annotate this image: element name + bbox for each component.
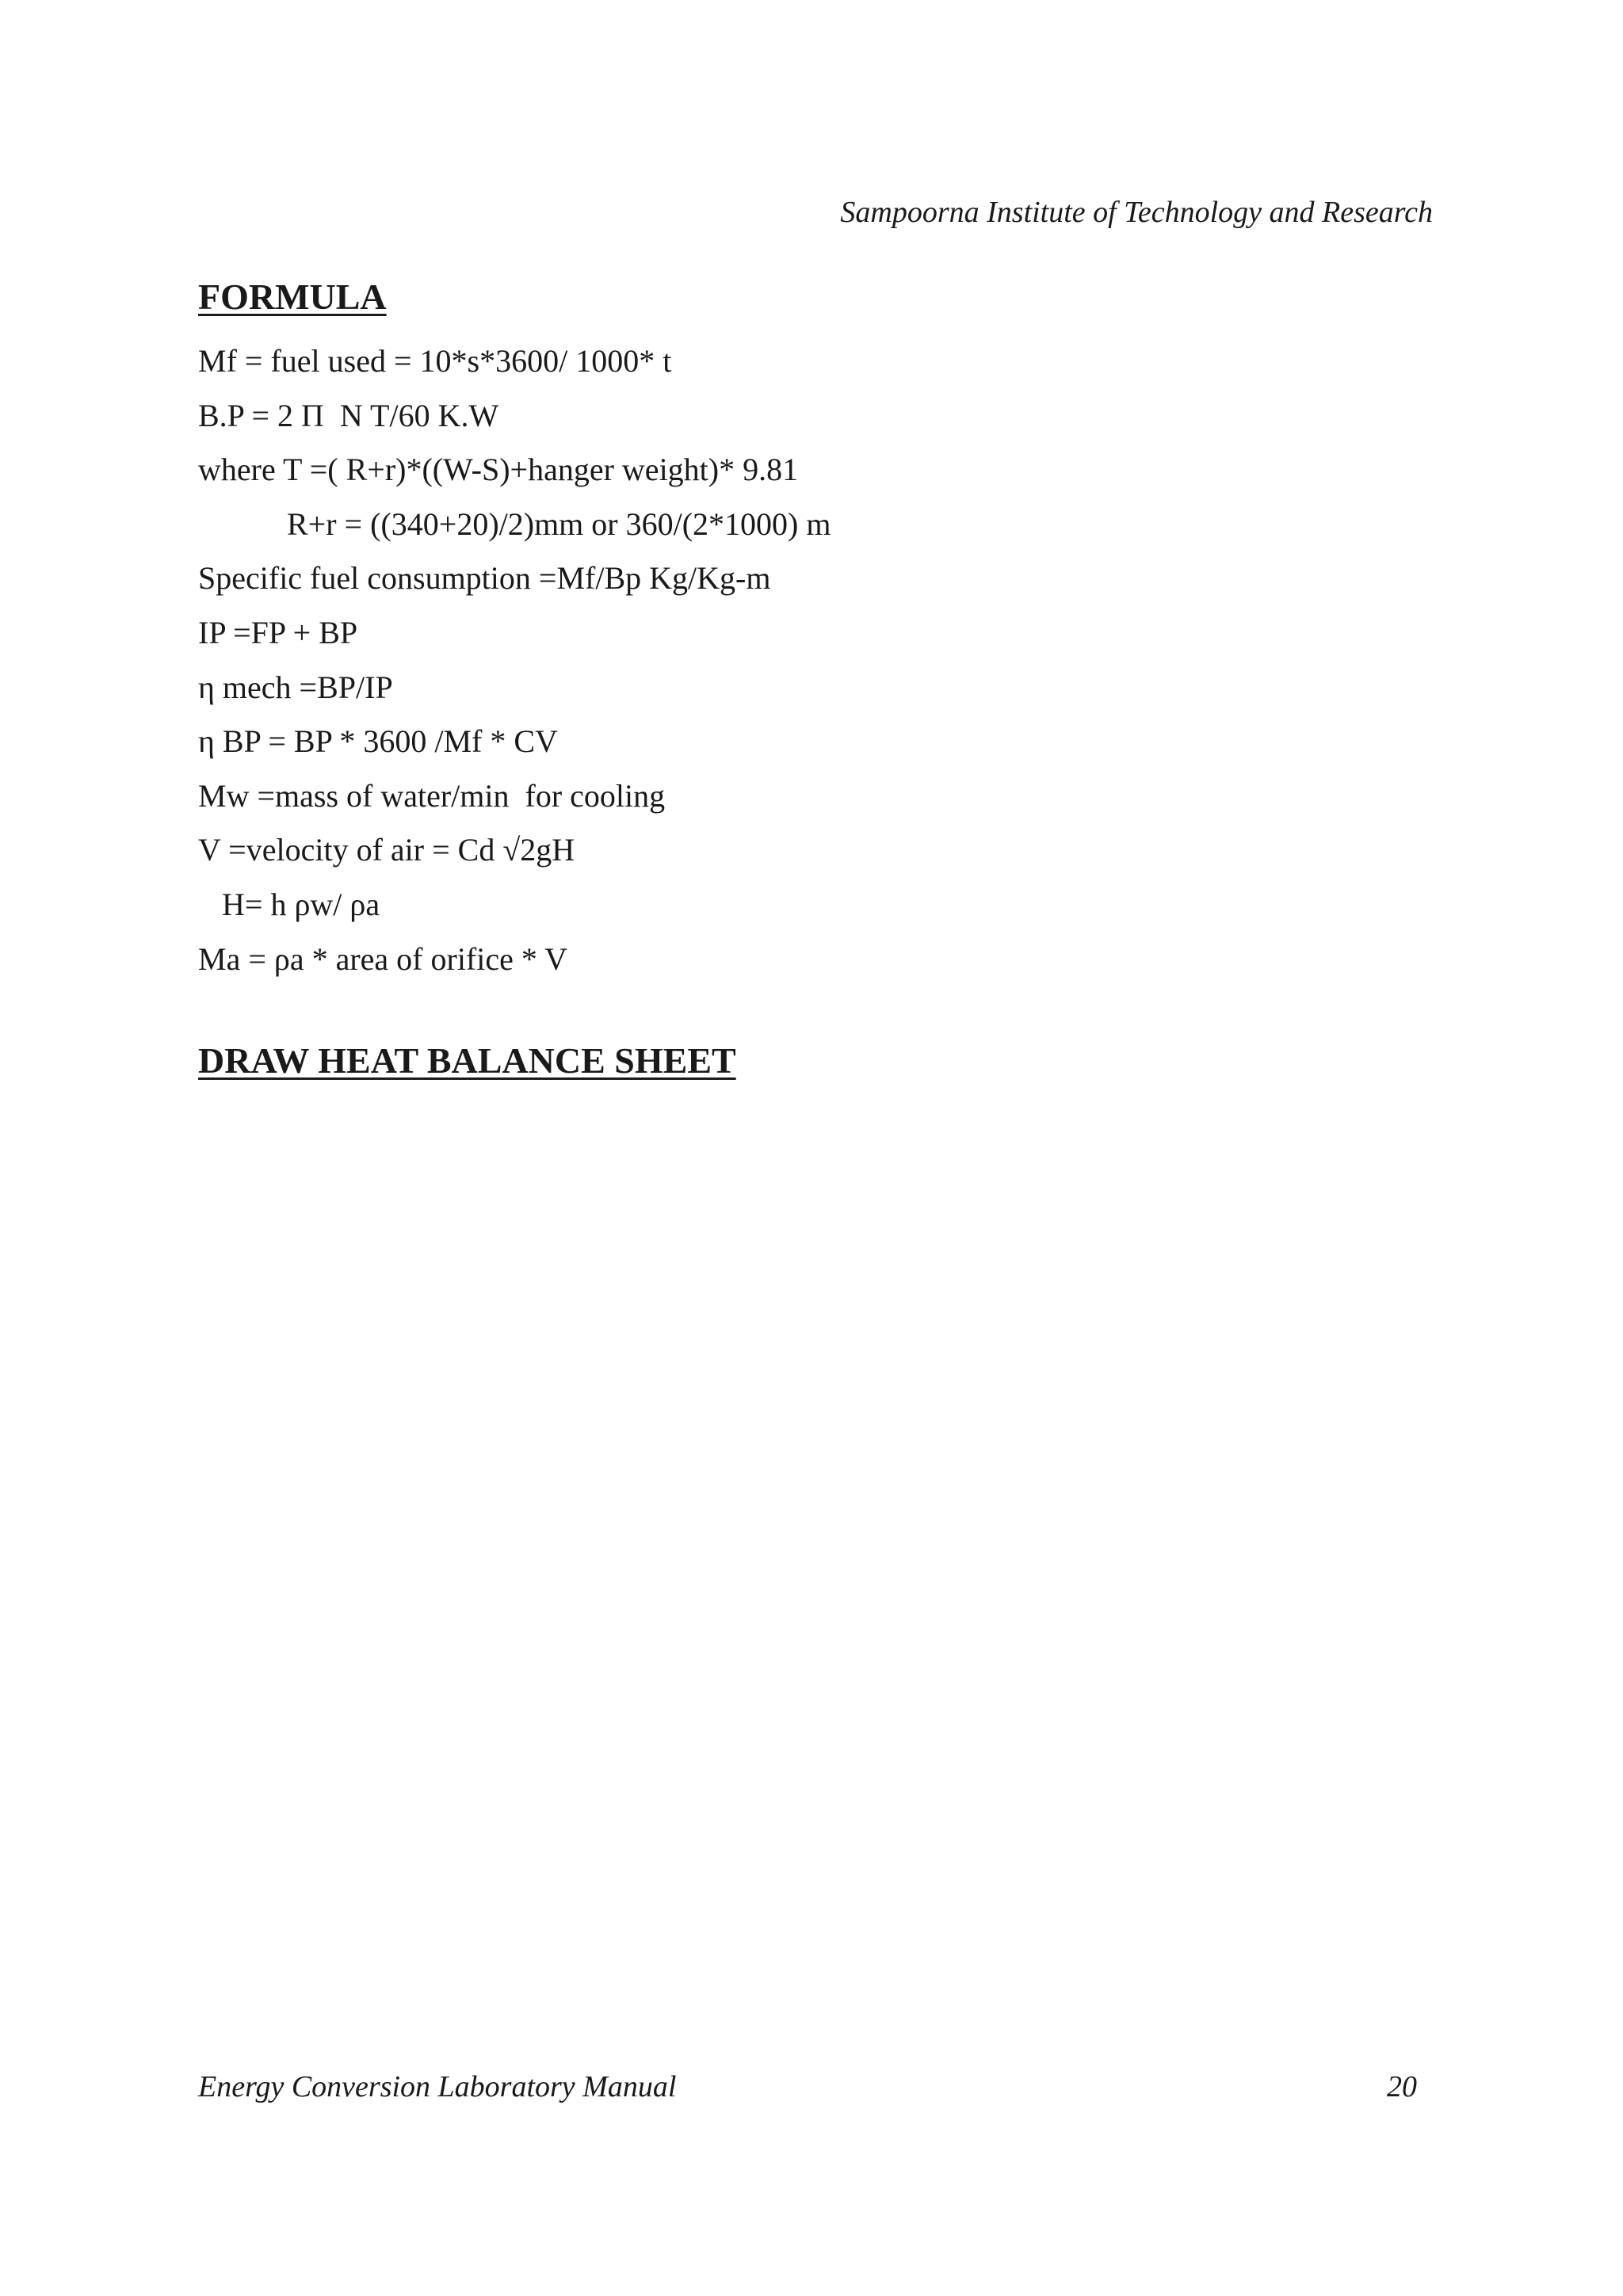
formula-heading: FORMULA — [198, 277, 387, 317]
formula-line: R+r = ((340+20)/2)mm or 360/(2*1000) m — [287, 505, 831, 542]
running-header: Sampoorna Institute of Technology and Research — [840, 196, 1433, 229]
formula-line: η mech =BP/IP — [198, 669, 393, 705]
heat-balance-heading: DRAW HEAT BALANCE SHEET — [198, 1040, 736, 1081]
formula-line: Mw =mass of water/min for cooling — [198, 777, 666, 814]
formula-line: B.P = 2 Π N T/60 K.W — [198, 397, 499, 433]
formula-line: η BP = BP * 3600 /Mf * CV — [198, 723, 558, 760]
formula-line: H= h ρw/ ρa — [222, 886, 380, 922]
footer-manual-title: Energy Conversion Laboratory Manual — [198, 2070, 677, 2103]
formula-line: where T =( R+r)*((W-S)+hanger weight)* 9.81 — [198, 452, 799, 488]
formula-line: Mf = fuel used = 10*s*3600/ 1000* t — [198, 343, 672, 379]
formula-line: Ma = ρa * area of orifice * V — [198, 940, 568, 977]
formula-line: Specific fuel consumption =Mf/Bp Kg/Kg-m — [198, 560, 771, 597]
formula-line: IP =FP + BP — [198, 614, 358, 650]
formula-line: V =velocity of air = Cd √2gH — [198, 832, 575, 868]
formula-list — [198, 334, 831, 986]
footer-page-number: 20 — [1387, 2070, 1417, 2103]
